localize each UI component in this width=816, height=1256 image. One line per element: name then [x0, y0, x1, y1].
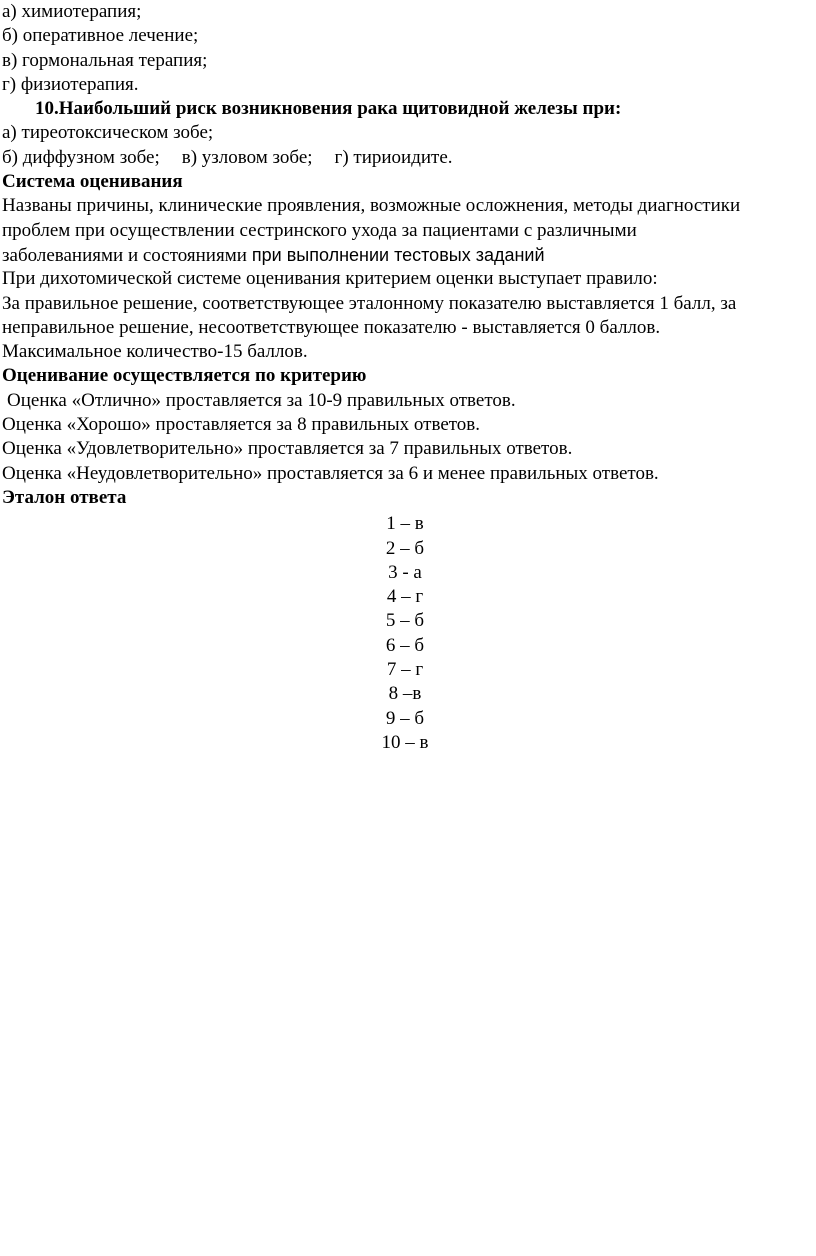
answer-key-item: 7 – г [386, 659, 424, 681]
criteria-good: Оценка «Хорошо» проставляется за 8 правильных ответов. [2, 414, 481, 436]
answer-key-item: 10 – в [381, 731, 429, 753]
answer-key-item: 4 – г [386, 586, 424, 608]
q9-option-c: в) гормональная терапия; [2, 49, 208, 71]
grading-paragraph-1-line-2: проблем при осуществлении сестринского ухода за пациентами с различными [2, 219, 637, 241]
q10-option-a: а) тиреотоксическом зобе; [2, 122, 214, 144]
grading-paragraph-1-line-3-serif: заболеваниями и состояниями [2, 244, 247, 266]
answer-key-item: 2 – б [385, 537, 425, 559]
q10-question [2, 97, 814, 121]
criteria-satisfactory: Оценка «Удовлетворительно» проставляется за 7 правильных ответов. [2, 438, 573, 460]
q10-option-b: б) диффузном зобе; [2, 146, 160, 168]
grading-paragraph-4: Максимальное количество-15 баллов. [2, 341, 308, 363]
q10-options-bcd [2, 146, 814, 170]
answer-key-item: 5 – б [385, 610, 425, 632]
q10-option-d: г) тириоидите. [334, 146, 453, 168]
answer-key-list [2, 512, 814, 755]
grading-paragraph-3-line-1: За правильное решение, соответствующее эталонному показателю выставляется 1 балл, за [2, 292, 737, 314]
q10-text: Наибольший риск возникновения рака щитовидной железы при: [58, 98, 622, 120]
grading-paragraph-1-line-3-sans: при выполнении тестовых заданий [246, 244, 545, 265]
criteria-unsatisfactory: Оценка «Неудовлетворительно» проставляется за 6 и менее правильных ответов. [2, 462, 659, 484]
answer-key-item: 1 – в [386, 513, 424, 535]
answer-key-heading: Эталон ответа [2, 486, 127, 508]
q10-option-c: в) узловом зобе; [181, 146, 313, 168]
grading-paragraph-1-line-3 [2, 243, 814, 267]
q9-option-b: б) оперативное лечение; [2, 25, 199, 47]
criteria-heading: Оценивание осуществляется по критерию [2, 365, 367, 387]
q9-option-a: а) химиотерапия; [2, 1, 142, 22]
answer-key-item: 6 – б [385, 634, 425, 656]
grading-paragraph-2: При дихотомической системе оценивания критерием оценки выступает правило: [2, 268, 658, 290]
document-page [2, 0, 814, 755]
q10-number: 10. [35, 98, 59, 120]
grading-paragraph-1-line-1: Названы причины, клинические проявления, возможные осложнения, методы диагностики [2, 195, 741, 217]
criteria-excellent: Оценка «Отлично» проставляется за 10-9 правильных ответов. [7, 389, 516, 411]
answer-key-item: 8 –в [388, 683, 422, 705]
answer-key-item: 9 – б [385, 707, 425, 729]
grading-paragraph-3-line-2: неправильное решение, несоответствующее показателю - выставляется 0 баллов. [2, 316, 661, 338]
q9-option-d: г) физиотерапия. [2, 73, 139, 95]
answer-key-item: 3 - а [388, 561, 422, 583]
grading-heading: Система оценивания [2, 171, 183, 193]
